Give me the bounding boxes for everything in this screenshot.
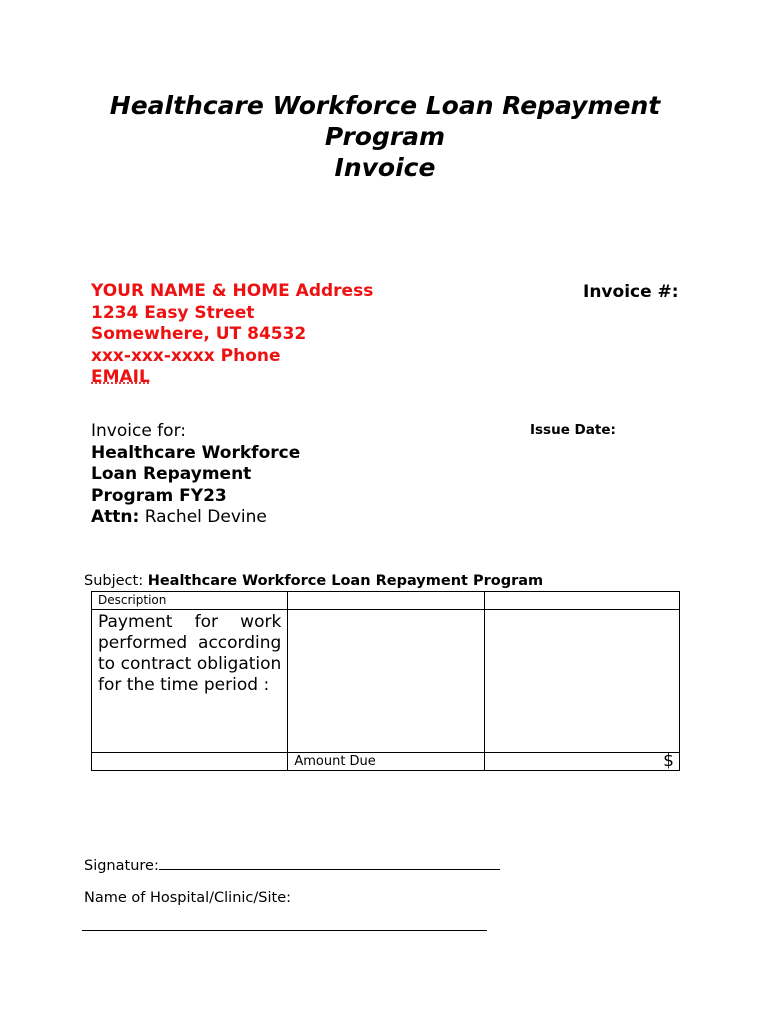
invoice-for-line-3: Program FY23 <box>91 485 227 506</box>
document-title <box>0 90 770 183</box>
title-line-1: Healthcare Workforce Loan Repayment <box>109 91 661 120</box>
amount-cell-1 <box>92 753 288 771</box>
invoice-for-line-2: Loan Repayment <box>91 464 252 484</box>
attn-label: Attn: <box>91 507 140 527</box>
amount-due-label: Amount Due <box>288 753 484 771</box>
body-cell-3 <box>484 610 679 753</box>
sender-street: 1234 Easy Street <box>91 302 255 323</box>
invoice-for-label: Invoice for: <box>91 421 186 441</box>
signature-field[interactable] <box>159 854 500 870</box>
payment-text: Payment for work performed according to contract obligation for the time period : <box>98 612 282 695</box>
sender-phone: xxx-xxx-xxxx Phone <box>91 345 281 366</box>
table-body-row <box>92 610 680 753</box>
sender-address <box>91 281 373 389</box>
header-cell-2 <box>288 592 484 610</box>
attn-name: Rachel Devine <box>139 507 267 527</box>
body-cell-2 <box>288 610 484 753</box>
invoice-for <box>91 421 300 529</box>
issue-date-label: Issue Date: <box>530 422 616 438</box>
subject-value: Healthcare Workforce Loan Repayment Program <box>147 573 544 589</box>
sender-email: EMAIL <box>91 367 150 387</box>
title-line-3: Invoice <box>334 153 436 182</box>
table-header-row <box>92 592 680 610</box>
invoice-table <box>91 591 680 771</box>
header-cell-3 <box>484 592 679 610</box>
subject-line <box>84 573 543 589</box>
title-line-2: Program <box>324 122 446 151</box>
hospital-label: Name of Hospital/Clinic/Site: <box>84 890 292 906</box>
description-header: Description <box>92 592 288 610</box>
sender-city: Somewhere, UT 84532 <box>91 324 307 344</box>
amount-due-value: $ <box>484 753 679 771</box>
subject-label: Subject: <box>84 573 148 589</box>
payment-description-cell <box>92 610 288 753</box>
invoice-number-label: Invoice #: <box>583 282 679 302</box>
signature-label: Signature: <box>84 858 159 874</box>
hospital-field[interactable] <box>82 930 487 931</box>
signature-line <box>84 854 500 874</box>
attn-line <box>91 507 300 529</box>
invoice-for-line-1: Healthcare Workforce <box>91 442 301 463</box>
amount-row <box>92 753 680 771</box>
sender-name: YOUR NAME & HOME Address <box>91 281 374 301</box>
